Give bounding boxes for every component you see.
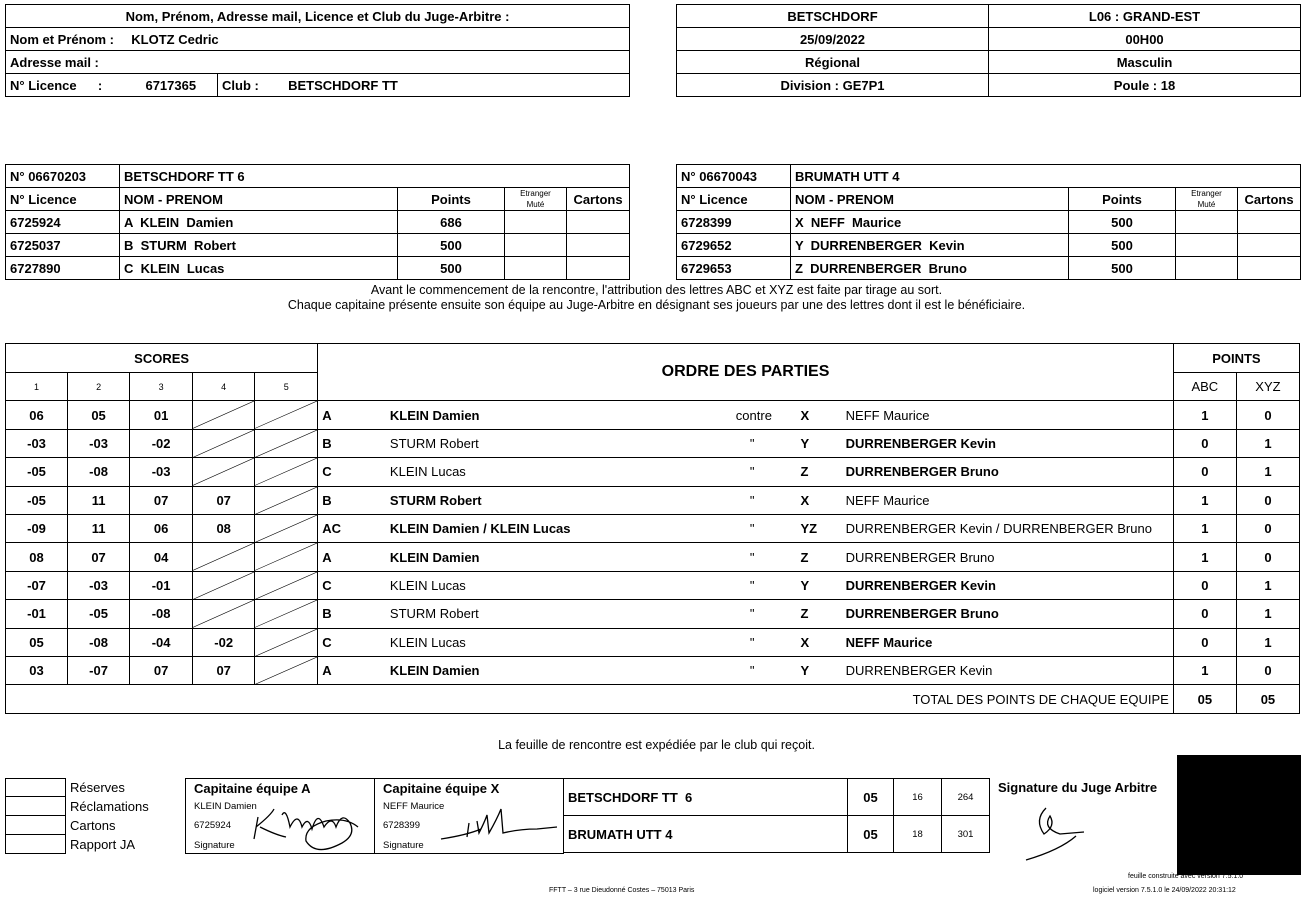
set-score: -05 [6, 486, 68, 514]
home-col-foreign-2: Muté [526, 200, 545, 209]
report-label: Rapport JA [70, 837, 136, 852]
captain-a-name: KLEIN Damien [194, 801, 257, 812]
set-score: -01 [130, 571, 193, 599]
home-col-points: Points [398, 188, 505, 211]
points-header: POINTS [1173, 344, 1299, 373]
summary-row-away [564, 816, 990, 853]
points-xyz: 1 [1236, 571, 1299, 599]
total-xyz: 05 [1236, 685, 1299, 714]
set-score: 01 [130, 401, 193, 429]
referee-name-row [6, 28, 630, 51]
referee-signature-title: Signature du Juge Arbitre [998, 780, 1158, 795]
captain-x-signature-label: Signature [383, 840, 424, 851]
captain-x-box [374, 778, 564, 854]
player-x-letter: Z [772, 543, 841, 571]
set-score: -08 [68, 628, 130, 656]
games-table [5, 343, 1300, 714]
player-a-letter: C [318, 458, 386, 486]
game-row [6, 656, 1300, 684]
player-cards [567, 234, 630, 257]
game-row [6, 429, 1300, 457]
set-score-empty [255, 656, 318, 684]
summary-value-2: 301 [942, 816, 990, 853]
referee-email-row [6, 51, 630, 74]
away-player-row [677, 234, 1301, 257]
referee-info-table [5, 4, 630, 97]
match-league: L06 : GRAND-EST [989, 5, 1301, 28]
order-header: ORDRE DES PARTIES [318, 344, 1174, 401]
player-foreign [505, 234, 567, 257]
home-team-table [5, 164, 630, 280]
player-licence: 6727890 [6, 257, 120, 280]
set-number: 5 [255, 373, 318, 401]
player-a-letter: B [318, 429, 386, 457]
versus: contre [732, 401, 773, 429]
game-row [6, 458, 1300, 486]
versus: " [732, 486, 773, 514]
player-x-letter: X [772, 628, 841, 656]
summary-table [563, 778, 990, 853]
captain-a-signature-image [246, 797, 376, 853]
summary-score: 05 [848, 816, 894, 853]
set-score: -05 [68, 600, 130, 628]
player-x-name: NEFF Maurice [842, 486, 1174, 514]
player-name: Y DURRENBERGER Kevin [791, 234, 1069, 257]
referee-licence-cell [6, 74, 218, 97]
player-a-name: KLEIN Damien [386, 656, 732, 684]
checkbox-list [5, 778, 175, 854]
abc-header: ABC [1173, 373, 1236, 401]
set-score: 11 [68, 486, 130, 514]
set-score: 03 [6, 656, 68, 684]
summary-row-home [564, 779, 990, 816]
player-x-name: DURRENBERGER Kevin / DURRENBERGER Bruno [842, 514, 1174, 542]
player-a-letter: B [318, 600, 386, 628]
set-number: 4 [193, 373, 255, 401]
report-checkbox-row[interactable] [5, 835, 175, 854]
versus: " [732, 600, 773, 628]
home-player-row [6, 234, 630, 257]
set-score: -03 [130, 458, 193, 486]
summary-value-1: 16 [894, 779, 942, 816]
player-name: B STURM Robert [120, 234, 398, 257]
claims-checkbox[interactable] [5, 797, 66, 816]
player-a-name: KLEIN Lucas [386, 628, 732, 656]
player-x-name: DURRENBERGER Bruno [842, 600, 1174, 628]
player-x-letter: Z [772, 458, 841, 486]
set-score: 04 [130, 543, 193, 571]
points-xyz: 0 [1236, 543, 1299, 571]
home-player-row [6, 211, 630, 234]
player-points: 500 [398, 257, 505, 280]
player-licence: 6725924 [6, 211, 120, 234]
set-score: -03 [6, 429, 68, 457]
cards-label: Cartons [70, 818, 116, 833]
home-col-name: NOM - PRENOM [120, 188, 398, 211]
points-abc: 0 [1173, 429, 1236, 457]
set-score: 07 [68, 543, 130, 571]
game-row [6, 571, 1300, 599]
home-team-name: BETSCHDORF TT 6 [120, 165, 630, 188]
points-abc: 1 [1173, 401, 1236, 429]
player-points: 500 [1069, 234, 1176, 257]
captain-a-box [185, 778, 375, 854]
away-team-name: BRUMATH UTT 4 [791, 165, 1301, 188]
player-foreign [1176, 234, 1238, 257]
away-player-row [677, 211, 1301, 234]
home-col-foreign-1: Etranger [520, 189, 551, 198]
footer-built-with: feuille construite avec version 7.5.1.0 [1128, 873, 1244, 880]
away-team-number: N° 06670043 [677, 165, 791, 188]
player-cards [1238, 257, 1301, 280]
away-col-points: Points [1069, 188, 1176, 211]
player-name: Z DURRENBERGER Bruno [791, 257, 1069, 280]
set-score-empty [255, 571, 318, 599]
referee-name-label: Nom et Prénom : [10, 31, 115, 47]
points-xyz: 0 [1236, 401, 1299, 429]
set-number: 3 [130, 373, 193, 401]
player-x-name: DURRENBERGER Bruno [842, 543, 1174, 571]
player-x-letter: X [772, 486, 841, 514]
home-col-foreign [505, 188, 567, 211]
summary-team: BETSCHDORF TT 6 [564, 779, 848, 816]
home-player-row [6, 257, 630, 280]
referee-header: Nom, Prénom, Adresse mail, Licence et Club du Juge-Arbitre : [6, 5, 630, 28]
points-xyz: 1 [1236, 600, 1299, 628]
claims-checkbox-row[interactable] [5, 797, 175, 816]
player-x-name: DURRENBERGER Kevin [842, 571, 1174, 599]
points-xyz: 0 [1236, 486, 1299, 514]
away-col-foreign [1176, 188, 1238, 211]
player-a-letter: C [318, 571, 386, 599]
claims-label: Réclamations [70, 799, 149, 814]
points-xyz: 1 [1236, 458, 1299, 486]
captain-x-licence: 6728399 [383, 820, 420, 831]
captain-x-name: NEFF Maurice [383, 801, 445, 812]
report-checkbox[interactable] [5, 835, 66, 854]
set-score: 08 [6, 543, 68, 571]
set-score: 07 [193, 486, 255, 514]
captain-a-licence: 6725924 [194, 820, 231, 831]
versus: " [732, 656, 773, 684]
home-team-number: N° 06670203 [6, 165, 120, 188]
away-player-row [677, 257, 1301, 280]
away-col-name: NOM - PRENOM [791, 188, 1069, 211]
referee-licence-value: 6717365 [145, 77, 197, 93]
player-x-name: NEFF Maurice [842, 628, 1174, 656]
player-x-letter: Y [772, 571, 841, 599]
summary-value-1: 18 [894, 816, 942, 853]
reserves-checkbox[interactable] [5, 778, 66, 797]
player-x-name: DURRENBERGER Bruno [842, 458, 1174, 486]
player-name: A KLEIN Damien [120, 211, 398, 234]
summary-team: BRUMATH UTT 4 [564, 816, 848, 853]
versus: " [732, 543, 773, 571]
game-row [6, 486, 1300, 514]
player-x-name: DURRENBERGER Kevin [842, 429, 1174, 457]
match-gender: Masculin [989, 51, 1301, 74]
away-col-foreign-1: Etranger [1191, 189, 1222, 198]
set-score-empty [255, 543, 318, 571]
player-a-name: STURM Robert [386, 486, 732, 514]
versus: " [732, 571, 773, 599]
set-score: -07 [68, 656, 130, 684]
set-score: -03 [68, 429, 130, 457]
player-cards [567, 257, 630, 280]
player-a-letter: A [318, 401, 386, 429]
sent-notice: La feuille de rencontre est expédiée par le club qui reçoit. [498, 738, 815, 752]
set-score-empty [255, 628, 318, 656]
player-foreign [1176, 257, 1238, 280]
set-score: -02 [193, 628, 255, 656]
set-score: -04 [130, 628, 193, 656]
set-score-empty [193, 401, 255, 429]
player-points: 686 [398, 211, 505, 234]
player-points: 500 [1069, 257, 1176, 280]
footer-software-version: logiciel version 7.5.1.0 le 24/09/2022 20:31:12 [1093, 887, 1236, 894]
game-row [6, 600, 1300, 628]
total-abc: 05 [1173, 685, 1236, 714]
reserves-label: Réserves [70, 780, 125, 795]
cards-checkbox-row[interactable] [5, 816, 175, 835]
referee-signature-image [1020, 798, 1100, 864]
away-col-cards: Cartons [1238, 188, 1301, 211]
set-score-empty [193, 429, 255, 457]
set-score-empty [255, 600, 318, 628]
points-abc: 1 [1173, 543, 1236, 571]
captain-a-title: Capitaine équipe A [194, 781, 311, 796]
points-xyz: 1 [1236, 628, 1299, 656]
away-col-licence: N° Licence [677, 188, 791, 211]
draw-notice-line2: Chaque capitaine présente ensuite son équipe au Juge-Arbitre en désignant ses joueurs par une des lettres dont il est le bénéficiaire. [287, 298, 1026, 312]
player-licence: 6725037 [6, 234, 120, 257]
player-a-letter: AC [318, 514, 386, 542]
player-licence: 6729653 [677, 257, 791, 280]
cards-checkbox[interactable] [5, 816, 66, 835]
referee-name-value: KLOTZ Cedric [131, 31, 219, 47]
redacted-area [1177, 755, 1301, 875]
referee-club-label: Club : [222, 77, 259, 93]
referee-club-value: BETSCHDORF TT [288, 77, 398, 93]
player-foreign [1176, 211, 1238, 234]
set-score-empty [193, 458, 255, 486]
player-a-name: KLEIN Damien [386, 401, 732, 429]
player-cards [1238, 234, 1301, 257]
set-score-empty [255, 401, 318, 429]
referee-licence-label: N° Licence [10, 77, 77, 93]
points-abc: 1 [1173, 656, 1236, 684]
points-xyz: 1 [1236, 429, 1299, 457]
match-info-table [676, 4, 1301, 97]
draw-notice-line1: Avant le commencement de la rencontre, l'attribution des lettres ABC et XYZ est faite par tirage au sort. [370, 283, 943, 297]
versus: " [732, 628, 773, 656]
game-row [6, 514, 1300, 542]
set-number: 2 [68, 373, 130, 401]
player-x-letter: Y [772, 656, 841, 684]
points-xyz: 0 [1236, 514, 1299, 542]
match-date: 25/09/2022 [677, 28, 989, 51]
set-score-empty [255, 514, 318, 542]
set-score: -08 [130, 600, 193, 628]
away-team-table [676, 164, 1301, 280]
points-abc: 0 [1173, 571, 1236, 599]
player-foreign [505, 211, 567, 234]
versus: " [732, 514, 773, 542]
set-score: 05 [6, 628, 68, 656]
match-location: BETSCHDORF [677, 5, 989, 28]
referee-email-label: Adresse mail : [10, 54, 99, 70]
home-col-licence: N° Licence [6, 188, 120, 211]
versus: " [732, 458, 773, 486]
points-abc: 1 [1173, 514, 1236, 542]
player-x-letter: Y [772, 429, 841, 457]
captain-x-title: Capitaine équipe X [383, 781, 500, 796]
player-a-name: STURM Robert [386, 600, 732, 628]
set-score: -01 [6, 600, 68, 628]
set-score: 06 [130, 514, 193, 542]
game-row [6, 543, 1300, 571]
points-abc: 0 [1173, 628, 1236, 656]
player-x-letter: YZ [772, 514, 841, 542]
versus: " [732, 429, 773, 457]
points-abc: 0 [1173, 458, 1236, 486]
away-col-foreign-2: Muté [1197, 200, 1216, 209]
set-score-empty [255, 486, 318, 514]
player-x-letter: Z [772, 600, 841, 628]
set-score: -03 [68, 571, 130, 599]
set-score: 07 [130, 486, 193, 514]
player-licence: 6729652 [677, 234, 791, 257]
player-cards [1238, 211, 1301, 234]
player-name: X NEFF Maurice [791, 211, 1069, 234]
set-score-empty [193, 543, 255, 571]
set-score: -07 [6, 571, 68, 599]
set-score-empty [255, 429, 318, 457]
set-score: -02 [130, 429, 193, 457]
scores-header: SCORES [6, 344, 318, 373]
player-a-letter: A [318, 656, 386, 684]
player-a-name: KLEIN Lucas [386, 458, 732, 486]
set-score-empty [193, 600, 255, 628]
game-row [6, 401, 1300, 429]
set-score: -08 [68, 458, 130, 486]
set-number: 1 [6, 373, 68, 401]
captain-x-signature-image [437, 799, 565, 847]
set-score: 06 [6, 401, 68, 429]
set-score: 05 [68, 401, 130, 429]
player-points: 500 [1069, 211, 1176, 234]
player-a-letter: A [318, 543, 386, 571]
match-level: Régional [677, 51, 989, 74]
match-time: 00H00 [989, 28, 1301, 51]
set-score: 08 [193, 514, 255, 542]
set-score-empty [255, 458, 318, 486]
referee-club-cell [218, 74, 630, 97]
points-xyz: 0 [1236, 656, 1299, 684]
player-a-name: KLEIN Lucas [386, 571, 732, 599]
player-points: 500 [398, 234, 505, 257]
player-a-letter: B [318, 486, 386, 514]
player-cards [567, 211, 630, 234]
player-name: C KLEIN Lucas [120, 257, 398, 280]
player-a-name: KLEIN Damien [386, 543, 732, 571]
player-licence: 6728399 [677, 211, 791, 234]
footer-address: FFTT – 3 rue Dieudonné Costes – 75013 Paris [549, 887, 695, 894]
game-row [6, 628, 1300, 656]
captain-a-signature-label: Signature [194, 840, 235, 851]
match-division: Division : GE7P1 [677, 74, 989, 97]
referee-licence-colon: : [97, 77, 103, 93]
player-x-name: NEFF Maurice [842, 401, 1174, 429]
player-x-name: DURRENBERGER Kevin [842, 656, 1174, 684]
set-score-empty [193, 571, 255, 599]
player-a-letter: C [318, 628, 386, 656]
player-foreign [505, 257, 567, 280]
player-x-letter: X [772, 401, 841, 429]
set-score: -05 [6, 458, 68, 486]
points-abc: 0 [1173, 600, 1236, 628]
home-col-cards: Cartons [567, 188, 630, 211]
player-a-name: STURM Robert [386, 429, 732, 457]
summary-value-2: 264 [942, 779, 990, 816]
points-abc: 1 [1173, 486, 1236, 514]
set-score: -09 [6, 514, 68, 542]
reserves-checkbox-row[interactable] [5, 778, 175, 797]
match-poule: Poule : 18 [989, 74, 1301, 97]
player-a-name: KLEIN Damien / KLEIN Lucas [386, 514, 732, 542]
total-label: TOTAL DES POINTS DE CHAQUE EQUIPE [6, 685, 1174, 714]
set-score: 07 [130, 656, 193, 684]
set-score: 11 [68, 514, 130, 542]
summary-score: 05 [848, 779, 894, 816]
xyz-header: XYZ [1236, 373, 1299, 401]
set-score: 07 [193, 656, 255, 684]
